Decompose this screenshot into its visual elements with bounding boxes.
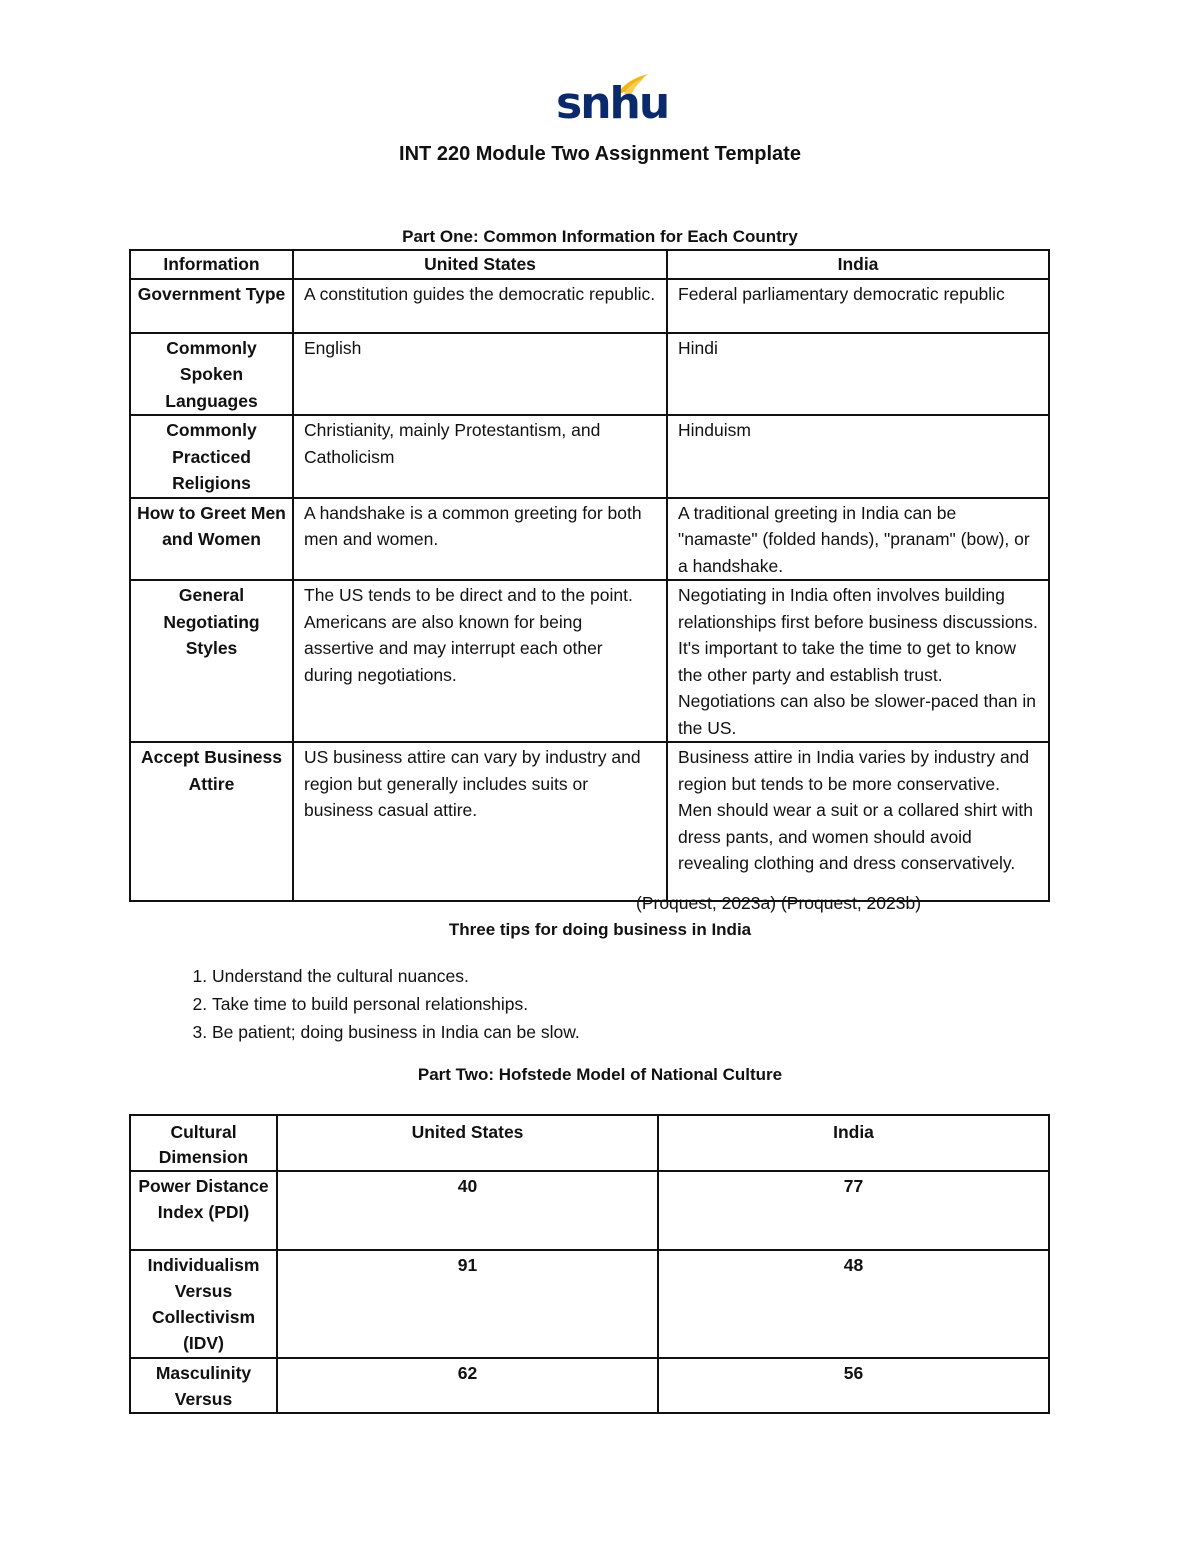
table-row bbox=[130, 415, 1049, 498]
table-row bbox=[130, 580, 1049, 742]
row-label: Government Type bbox=[130, 279, 293, 333]
india-score: 56 bbox=[658, 1358, 1049, 1413]
row-label: Individualism Versus Collectivism (IDV) bbox=[130, 1250, 277, 1358]
table-row bbox=[130, 498, 1049, 581]
header-information: Information bbox=[130, 250, 293, 279]
logo-wordmark: snhu bbox=[556, 78, 669, 129]
tips-heading: Three tips for doing business in India bbox=[448, 920, 752, 939]
row-label: How to Greet Men and Women bbox=[130, 498, 293, 581]
header-united-states: United States bbox=[277, 1115, 658, 1171]
page-title: INT 220 Module Two Assignment Template bbox=[399, 143, 801, 165]
india-score: 77 bbox=[658, 1171, 1049, 1250]
us-cell: US business attire can vary by industry and region but generally includes suits or business casual attire. bbox=[293, 742, 667, 901]
us-cell: A constitution guides the democratic republic. bbox=[293, 279, 667, 333]
us-cell: English bbox=[293, 333, 667, 416]
table-header-row bbox=[130, 250, 1049, 279]
table-row bbox=[130, 279, 1049, 333]
table-row bbox=[130, 742, 1049, 901]
citation: (Proquest, 2023a) (Proquest, 2023b) bbox=[636, 893, 922, 913]
header-india: India bbox=[658, 1115, 1049, 1171]
us-cell: The US tends to be direct and to the point. Americans are also known for being assertive and may interrupt each other during negotiations. bbox=[293, 580, 667, 742]
list-item: 3. Be patient; doing business in India can be slow. bbox=[212, 1018, 1112, 1046]
header-united-states: United States bbox=[293, 250, 667, 279]
list-item: 1. Understand the cultural nuances. bbox=[212, 962, 1112, 990]
india-cell: Hindi bbox=[667, 333, 1049, 416]
table-row bbox=[130, 1250, 1049, 1358]
list-item: 2. Take time to build personal relationships. bbox=[212, 990, 1112, 1018]
us-score: 62 bbox=[277, 1358, 658, 1413]
india-cell: Negotiating in India often involves building relationships first before business discussions. It's important to take the time to get to know the other party and establish trust. Negotiations can also be slower-paced than in the US. bbox=[667, 580, 1049, 742]
row-label: Masculinity Versus bbox=[130, 1358, 277, 1413]
header-india: India bbox=[667, 250, 1049, 279]
us-cell: A handshake is a common greeting for both men and women. bbox=[293, 498, 667, 581]
table-header-row bbox=[130, 1115, 1049, 1171]
row-label: Commonly Practiced Religions bbox=[130, 415, 293, 498]
us-cell: Christianity, mainly Protestantism, and Catholicism bbox=[293, 415, 667, 498]
part-one-caption: Part One: Common Information for Each Country bbox=[402, 227, 798, 246]
india-cell: Business attire in India varies by industry and region but tends to be more conservative. Men should wear a suit or a collared shirt with dress pants, and women should avoid revealing clothing and dress conservatively. bbox=[667, 742, 1049, 901]
row-label: Accept Business Attire bbox=[130, 742, 293, 901]
india-cell: Hinduism bbox=[667, 415, 1049, 498]
table-row bbox=[130, 1171, 1049, 1250]
india-score: 48 bbox=[658, 1250, 1049, 1358]
part-two-table bbox=[129, 1114, 1050, 1414]
india-cell: A traditional greeting in India can be "namaste" (folded hands), "pranam" (bow), or a handshake. bbox=[667, 498, 1049, 581]
us-score: 40 bbox=[277, 1171, 658, 1250]
india-cell: Federal parliamentary democratic republic bbox=[667, 279, 1049, 333]
row-label: General Negotiating Styles bbox=[130, 580, 293, 742]
us-score: 91 bbox=[277, 1250, 658, 1358]
part-two-caption: Part Two: Hofstede Model of National Culture bbox=[417, 1065, 783, 1084]
row-label: Power Distance Index (PDI) bbox=[130, 1171, 277, 1250]
table-row bbox=[130, 333, 1049, 416]
part-one-table bbox=[129, 249, 1050, 902]
table-row bbox=[130, 1358, 1049, 1413]
tips-list bbox=[160, 962, 1112, 1046]
row-label: Commonly Spoken Languages bbox=[130, 333, 293, 416]
snhu-logo bbox=[552, 72, 669, 134]
header-cultural-dimension: Cultural Dimension bbox=[130, 1115, 277, 1171]
